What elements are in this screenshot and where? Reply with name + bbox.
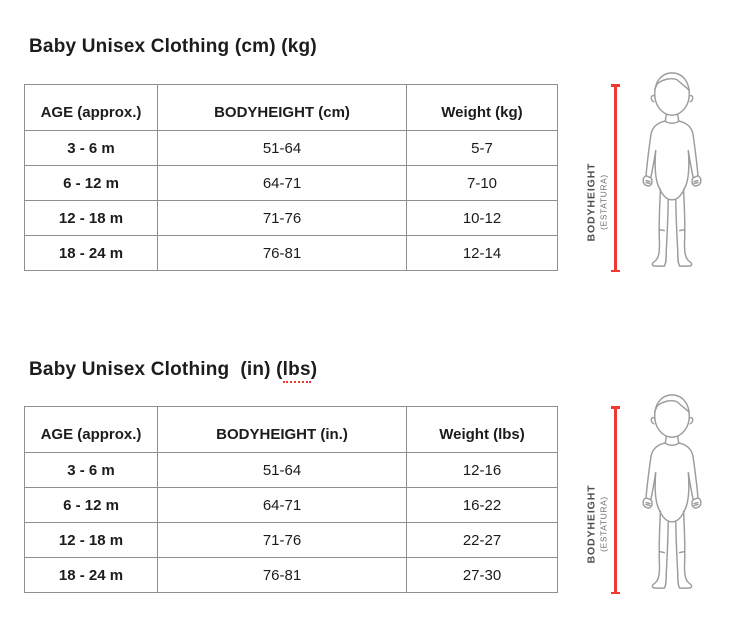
bodyheight-cell: 51-64 (158, 453, 407, 488)
title-text-part: ) (310, 359, 318, 380)
weight-cell: 22-27 (407, 523, 558, 558)
bodyheight-figure-imperial (583, 386, 733, 600)
weight-cell: 5-7 (407, 131, 558, 166)
bodyheight-label-text: BODYHEIGHT (585, 484, 598, 564)
bodyheight-label (586, 484, 609, 563)
table-row (25, 131, 558, 166)
section-title-imperial (29, 359, 317, 381)
bodyheight-cell: 71-76 (158, 523, 407, 558)
column-header-weight: Weight (lbs) (407, 407, 558, 453)
bodyheight-cell: 64-71 (158, 166, 407, 201)
spellcheck-underlined-word: lbs (283, 359, 311, 383)
table-header-row (25, 85, 558, 131)
size-table-imperial (24, 406, 558, 593)
bodyheight-figure-metric (583, 64, 733, 278)
age-cell: 6 - 12 m (25, 488, 158, 523)
column-header-bodyheight: BODYHEIGHT (cm) (158, 85, 407, 131)
section-title-metric: Baby Unisex Clothing (cm) (kg) (29, 36, 317, 57)
weight-cell: 27-30 (407, 558, 558, 593)
bodyheight-cell: 51-64 (158, 131, 407, 166)
age-cell: 18 - 24 m (25, 558, 158, 593)
title-text-part: Baby Unisex Clothing (in) ( (29, 359, 283, 380)
estatura-label-text: (ESTATURA) (598, 496, 609, 552)
estatura-label-text: (ESTATURA) (598, 174, 609, 230)
weight-cell: 16-22 (407, 488, 558, 523)
bodyheight-label (586, 162, 609, 241)
age-cell: 18 - 24 m (25, 236, 158, 271)
weight-cell: 10-12 (407, 201, 558, 236)
column-header-age: AGE (approx.) (25, 85, 158, 131)
bodyheight-measure-line (614, 84, 617, 272)
table-row (25, 166, 558, 201)
bodyheight-cell: 71-76 (158, 201, 407, 236)
bodyheight-cell: 64-71 (158, 488, 407, 523)
column-header-age: AGE (approx.) (25, 407, 158, 453)
age-cell: 6 - 12 m (25, 166, 158, 201)
bodyheight-cell: 76-81 (158, 236, 407, 271)
bodyheight-label-text: BODYHEIGHT (585, 162, 598, 242)
bodyheight-cell: 76-81 (158, 558, 407, 593)
table-header-row (25, 407, 558, 453)
age-cell: 12 - 18 m (25, 523, 158, 558)
size-table-metric (24, 84, 558, 271)
baby-illustration (631, 392, 713, 592)
bodyheight-measure-line (614, 406, 617, 594)
table-row (25, 236, 558, 271)
table-row (25, 488, 558, 523)
baby-illustration (631, 70, 713, 270)
table-row (25, 558, 558, 593)
weight-cell: 12-16 (407, 453, 558, 488)
column-header-weight: Weight (kg) (407, 85, 558, 131)
weight-cell: 7-10 (407, 166, 558, 201)
age-cell: 12 - 18 m (25, 201, 158, 236)
weight-cell: 12-14 (407, 236, 558, 271)
age-cell: 3 - 6 m (25, 131, 158, 166)
age-cell: 3 - 6 m (25, 453, 158, 488)
table-row (25, 523, 558, 558)
table-row (25, 201, 558, 236)
table-row (25, 453, 558, 488)
column-header-bodyheight: BODYHEIGHT (in.) (158, 407, 407, 453)
